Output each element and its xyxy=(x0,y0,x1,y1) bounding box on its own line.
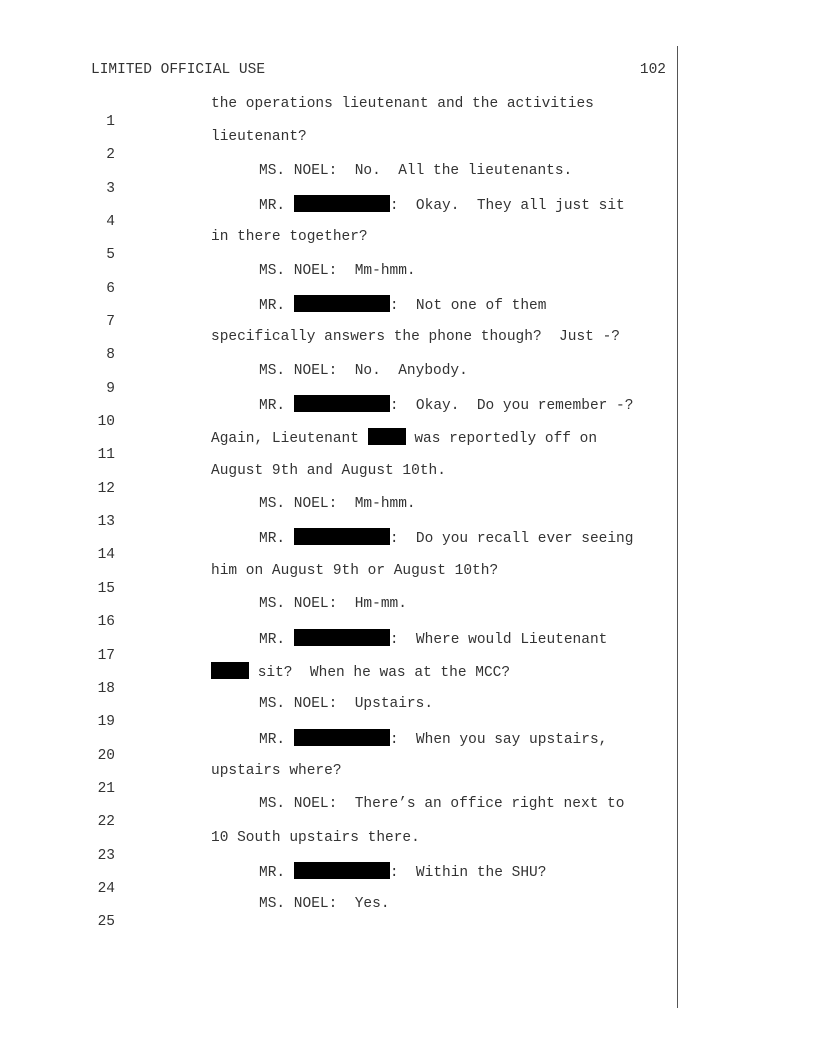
line-remainder: : Within the SHU? xyxy=(389,864,547,881)
line-number: 2 xyxy=(106,147,115,164)
line-text xyxy=(259,862,546,882)
line-number: 18 xyxy=(97,680,115,697)
line-number: 21 xyxy=(97,780,115,797)
line-number: 20 xyxy=(97,747,115,764)
transcript-line xyxy=(0,462,680,495)
line-text: MS. NOEL: There’s an office right next to xyxy=(259,796,625,813)
line-number: 25 xyxy=(97,914,115,931)
transcript-line xyxy=(0,895,680,931)
transcript-line xyxy=(0,428,680,464)
line-number: 3 xyxy=(106,180,115,197)
line-number: 7 xyxy=(106,314,115,331)
line-number: 19 xyxy=(97,714,115,731)
speaker-prefix: MR. xyxy=(259,631,294,648)
line-number: 9 xyxy=(106,380,115,397)
line-number: 8 xyxy=(106,347,115,364)
line-number: 11 xyxy=(97,447,115,464)
line-text xyxy=(259,729,607,749)
redaction-block xyxy=(211,662,249,679)
transcript-line xyxy=(0,662,680,695)
redaction-block xyxy=(294,395,390,412)
transcript-line xyxy=(0,495,680,531)
line-remainder: was reportedly off on xyxy=(405,431,598,448)
line-text: in there together? xyxy=(211,229,368,246)
line-number: 16 xyxy=(97,614,115,631)
line-remainder: sit? When he was at the MCC? xyxy=(249,664,511,681)
redaction-block xyxy=(368,428,406,445)
speaker-prefix: MR. xyxy=(259,398,294,415)
redaction-block xyxy=(294,729,390,746)
line-number: 24 xyxy=(97,880,115,897)
transcript-line xyxy=(0,295,680,331)
transcript-body xyxy=(0,95,680,929)
line-prefix: Again, Lieutenant xyxy=(211,431,368,448)
line-number: 15 xyxy=(97,580,115,597)
line-number: 1 xyxy=(106,114,115,130)
line-text: MS. NOEL: Hm-mm. xyxy=(259,596,407,613)
transcript-line xyxy=(0,362,680,395)
classification-header: LIMITED OFFICIAL USE xyxy=(91,62,266,78)
transcript-line xyxy=(0,729,680,762)
line-text: the operations lieutenant and the activities xyxy=(211,96,594,112)
transcript-line xyxy=(0,795,680,831)
line-number: 12 xyxy=(97,480,115,497)
line-remainder: : Do you recall ever seeing xyxy=(389,531,634,548)
line-text: MS. NOEL: No. Anybody. xyxy=(259,362,468,379)
line-text: MS. NOEL: No. All the lieutenants. xyxy=(259,162,573,179)
redaction-block xyxy=(294,629,390,646)
transcript-line xyxy=(0,228,680,264)
line-number: 13 xyxy=(97,514,115,531)
redaction-block xyxy=(294,528,390,545)
transcript-line xyxy=(0,195,680,231)
redaction-block xyxy=(294,295,390,312)
line-remainder: : Not one of them xyxy=(389,298,547,315)
line-text: lieutenant? xyxy=(211,129,307,146)
line-text xyxy=(259,629,607,649)
redaction-block xyxy=(294,862,390,879)
line-text: MS. NOEL: Upstairs. xyxy=(259,696,434,713)
line-text: August 9th and August 10th. xyxy=(211,462,446,479)
transcript-line xyxy=(0,162,680,195)
line-remainder: : Where would Lieutenant xyxy=(389,631,608,648)
line-text: him on August 9th or August 10th? xyxy=(211,562,499,579)
line-text: MS. NOEL: Mm-hmm. xyxy=(259,496,416,513)
line-text: MS. NOEL: Yes. xyxy=(259,896,390,913)
line-number: 4 xyxy=(106,214,115,231)
line-text xyxy=(259,295,546,315)
transcript-line xyxy=(0,328,680,364)
transcript-line xyxy=(0,562,680,595)
speaker-prefix: MR. xyxy=(259,298,294,315)
line-number: 14 xyxy=(97,547,115,564)
line-text xyxy=(211,662,510,682)
line-number: 22 xyxy=(97,814,115,831)
line-text xyxy=(259,395,633,415)
line-text: specifically answers the phone though? Just -? xyxy=(211,329,620,346)
line-number: 10 xyxy=(97,414,115,431)
line-number: 5 xyxy=(106,247,115,264)
transcript-line xyxy=(0,762,680,795)
line-text xyxy=(259,195,625,215)
transcript-line xyxy=(0,629,680,662)
speaker-prefix: MR. xyxy=(259,531,294,548)
transcript-line xyxy=(0,95,680,128)
line-remainder: : Okay. Do you remember -? xyxy=(389,398,634,415)
transcript-line xyxy=(0,829,680,862)
line-number: 17 xyxy=(97,647,115,664)
transcript-line xyxy=(0,395,680,431)
line-text: MS. NOEL: Mm-hmm. xyxy=(259,262,416,279)
transcript-line xyxy=(0,128,680,164)
line-text: upstairs where? xyxy=(211,762,342,779)
line-text xyxy=(259,528,633,548)
speaker-prefix: MR. xyxy=(259,731,294,748)
line-number: 6 xyxy=(106,280,115,297)
line-remainder: : Okay. They all just sit xyxy=(389,198,625,215)
line-number: 23 xyxy=(97,847,115,864)
speaker-prefix: MR. xyxy=(259,198,294,215)
speaker-prefix: MR. xyxy=(259,864,294,881)
line-text xyxy=(211,428,597,448)
line-remainder: : When you say upstairs, xyxy=(389,731,608,748)
transcript-line xyxy=(0,528,680,564)
transcript-line xyxy=(0,262,680,295)
line-text: 10 South upstairs there. xyxy=(211,829,420,846)
page-number: 102 xyxy=(639,62,666,78)
transcript-line xyxy=(0,595,680,631)
redaction-block xyxy=(294,195,390,212)
transcript-line xyxy=(0,862,680,895)
transcript-line xyxy=(0,695,680,731)
